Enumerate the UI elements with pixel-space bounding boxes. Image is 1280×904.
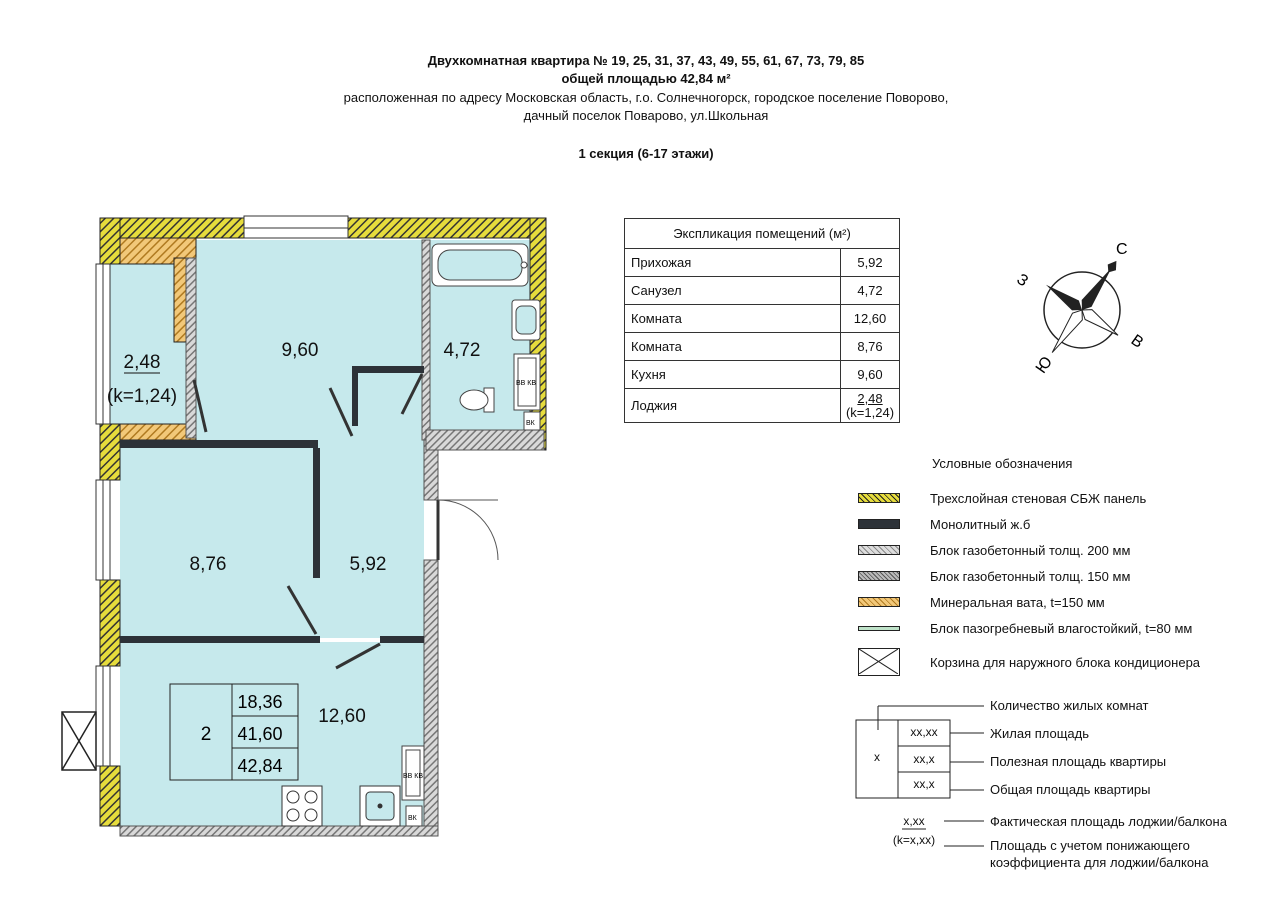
key-label-actual: Фактическая площадь лоджии/балкона xyxy=(990,814,1227,829)
legend-title: Условные обозначения xyxy=(932,456,1073,471)
hallway-area-label: 5,92 xyxy=(349,554,387,575)
plan-title: Двухкомнатная квартира № 19, 25, 31, 37, 43, 49, 55, 61, 67, 73, 79, 85 xyxy=(427,53,865,68)
key-label-total: Общая площадь квартиры xyxy=(990,782,1151,797)
row-name: Прихожая xyxy=(625,249,841,277)
kitchen-sink xyxy=(360,786,400,826)
riser-label-bath: ВВ КВ xyxy=(516,380,537,387)
table-row xyxy=(625,277,900,305)
legend-item xyxy=(858,594,1105,610)
cross-icon xyxy=(859,649,898,674)
compass-east: В xyxy=(1127,331,1147,352)
address-line-1: расположенная по адресу Московская область, г.о. Солнечногорск, городское поселение Поворово, xyxy=(343,90,949,105)
vk-label-bath: ВК xyxy=(526,420,535,427)
legend-label: Монолитный ж.б xyxy=(930,516,1031,532)
legend-label: Корзина для наружного блока кондиционера xyxy=(930,654,1201,670)
key-x: х xyxy=(874,750,880,764)
loggia-area-label: 2,48 xyxy=(123,352,161,373)
legend-item xyxy=(858,568,1130,584)
loggia-value: 2,48 xyxy=(857,390,883,406)
room-large-area-label: 12,60 xyxy=(318,706,366,727)
row-name: Кухня xyxy=(625,361,841,389)
legend-label: Минеральная вата, t=150 мм xyxy=(930,594,1105,610)
kitchen-area-label: 9,60 xyxy=(281,340,319,361)
plan-area-line: общей площадью 42,84 м² xyxy=(561,71,731,86)
ac-basket-swatch xyxy=(858,648,900,676)
key-cell-1: хх,хх xyxy=(910,725,938,739)
section-label: 1 секция (6-17 этажи) xyxy=(578,146,714,161)
legend-label: Трехслойная стеновая СБЖ панель xyxy=(930,490,1147,506)
row-value: 4,72 xyxy=(841,277,900,305)
key-loggia-sample: х,хх xyxy=(903,814,925,828)
compass-west: З xyxy=(1013,270,1032,291)
row-value: 5,92 xyxy=(841,249,900,277)
stove xyxy=(282,786,322,826)
total-area: 42,84 xyxy=(237,756,283,776)
table-row xyxy=(625,389,900,423)
bathroom-area-label: 4,72 xyxy=(443,340,481,361)
legend-label: Блок газобетонный толщ. 150 мм xyxy=(930,568,1131,584)
gas-200-swatch xyxy=(858,545,900,555)
address-line-2: дачный поселок Поварово, ул.Школьная xyxy=(523,108,769,123)
pgb-swatch xyxy=(858,626,900,631)
explication-table xyxy=(624,218,900,423)
loggia-k-label: (k=1,24) xyxy=(106,386,178,407)
legend-label: Блок пазогребневый влагостойкий, t=80 мм xyxy=(930,620,1193,636)
legend-item xyxy=(858,542,1130,558)
entrance-door xyxy=(438,500,498,560)
table-row xyxy=(625,305,900,333)
row-name: Санузел xyxy=(625,277,841,305)
key-label-useful: Полезная площадь квартиры xyxy=(990,754,1167,769)
monolith-swatch xyxy=(858,519,900,529)
row-name: Комната xyxy=(625,305,841,333)
compass-rose xyxy=(1013,236,1152,378)
legend-item xyxy=(858,490,1146,506)
legend-item xyxy=(858,648,1200,676)
sfb-swatch xyxy=(858,493,900,503)
living-area: 18,36 xyxy=(237,692,283,712)
gas-150-swatch xyxy=(858,571,900,581)
rooms-count: 2 xyxy=(200,724,212,745)
row-name: Лоджия xyxy=(625,389,841,423)
table-row xyxy=(625,361,900,389)
compass-south: Ю xyxy=(1032,353,1057,377)
useful-area: 41,60 xyxy=(237,724,283,744)
room-fills xyxy=(108,240,542,826)
wool-swatch xyxy=(858,597,900,607)
sink xyxy=(512,300,540,340)
row-value: 8,76 xyxy=(841,333,900,361)
row-name: Комната xyxy=(625,333,841,361)
legend-item xyxy=(858,620,1192,636)
key-cell-3: хх,х xyxy=(913,777,935,791)
vk-label-kitchen: ВК xyxy=(408,815,417,822)
ac-basket xyxy=(62,712,96,770)
row-value: 12,60 xyxy=(841,305,900,333)
riser-label-kitchen: ВВ КВ xyxy=(403,773,424,780)
key-label-living: Жилая площадь xyxy=(990,726,1090,741)
bathtub xyxy=(432,244,528,286)
key-label-reduced-2: коэффициента для лоджии/балкона xyxy=(990,855,1209,870)
legend-label: Блок газобетонный толщ. 200 мм xyxy=(930,542,1131,558)
key-cell-2: хх,х xyxy=(913,752,935,766)
room-small-area-label: 8,76 xyxy=(189,554,227,575)
row-value: 9,60 xyxy=(841,361,900,389)
table-row xyxy=(625,333,900,361)
legend-item xyxy=(858,516,1030,532)
compass-north: С xyxy=(1116,241,1128,258)
row-value xyxy=(841,389,900,423)
loggia-value-k: (k=1,24) xyxy=(845,404,895,420)
table-row xyxy=(625,249,900,277)
key-label-rooms: Количество жилых комнат xyxy=(990,698,1149,713)
explication-title: Экспликация помещений (м²) xyxy=(625,219,900,249)
key-loggia-sample-k: (k=х,хх) xyxy=(892,833,936,847)
key-label-reduced-1: Площадь с учетом понижающего xyxy=(990,838,1190,853)
